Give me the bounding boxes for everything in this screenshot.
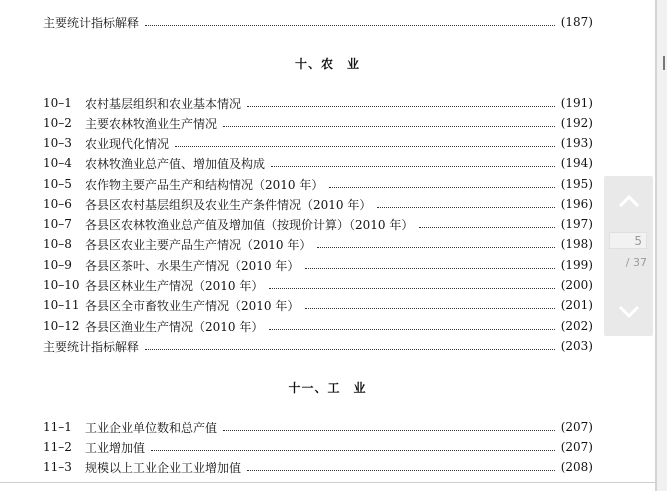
section-title-agriculture: 十、农 业 — [294, 57, 360, 71]
chevron-up-icon — [617, 193, 641, 209]
toc-entry-title: 各县区渔业生产情况（2010 年） — [85, 319, 264, 334]
leader-dots — [305, 267, 554, 269]
toc-entry-page: (195) — [560, 177, 593, 191]
toc-entry-title: 主要统计指标解释 — [43, 339, 140, 354]
leader-dots — [151, 449, 555, 451]
toc-entry-page: (196) — [560, 197, 593, 211]
toc-entry-title: 各县区农村基层组织及农业生产条件情况（2010 年） — [85, 197, 372, 212]
toc-entry-number: 11–2 — [43, 440, 72, 454]
toc-entry[interactable] — [43, 214, 593, 234]
leader-dots — [145, 348, 555, 350]
toc-entry-title: 农业现代化情况 — [85, 136, 170, 151]
toc-entry-number: 10–9 — [43, 258, 72, 272]
toc-entry[interactable] — [43, 174, 593, 194]
toc-entry-number: 10–6 — [43, 197, 72, 211]
previous-page-button[interactable] — [604, 176, 653, 226]
toc-entry[interactable] — [43, 234, 593, 254]
next-page-button[interactable] — [604, 286, 653, 336]
toc-entry-number: 10–2 — [43, 116, 72, 130]
toc-entry[interactable] — [43, 437, 593, 457]
toc-entry-title: 各县区茶叶、水果生产情况（2010 年） — [85, 258, 300, 273]
toc-entry[interactable] — [43, 457, 593, 477]
current-page-input[interactable]: 5 — [609, 232, 647, 249]
leader-dots — [145, 24, 555, 26]
toc-entry[interactable] — [43, 133, 593, 153]
section-title-industry: 十一、工 业 — [288, 381, 367, 395]
toc-entry-page: (208) — [560, 460, 593, 474]
page-indicator — [604, 226, 653, 286]
toc-entry[interactable] — [43, 12, 593, 32]
toc-entry-page: (207) — [560, 420, 593, 434]
toc-entry[interactable] — [43, 275, 593, 295]
scrollbar-thumb[interactable] — [663, 56, 665, 70]
toc-entry[interactable] — [43, 113, 593, 133]
toc-entry-title: 农作物主要产品生产和结构情况（2010 年） — [85, 177, 324, 192]
toc-entry-page: (192) — [560, 116, 593, 130]
toc-entry[interactable] — [43, 194, 593, 214]
toc-entry-title: 主要农林牧渔业生产情况 — [85, 116, 218, 131]
toc-entry[interactable] — [43, 336, 593, 356]
toc-entry-title: 规模以上工业企业工业增加值 — [85, 460, 242, 475]
leader-dots — [175, 145, 555, 147]
toc-entry-number: 10–3 — [43, 136, 72, 150]
page-divider — [0, 482, 655, 483]
toc-entry[interactable] — [43, 295, 593, 315]
toc-entry-title: 农村基层组织和农业基本情况 — [85, 96, 242, 111]
toc-entry-number: 10–7 — [43, 217, 72, 231]
leader-dots — [317, 246, 554, 248]
toc-entry[interactable] — [43, 93, 593, 113]
toc-entry-number: 10–10 — [43, 278, 80, 292]
leader-dots — [247, 469, 555, 471]
toc-entry-number: 10–5 — [43, 177, 72, 191]
toc-entry-title: 工业企业单位数和总产值 — [85, 420, 218, 435]
toc-entry[interactable] — [43, 417, 593, 437]
toc-entry-number: 11–1 — [43, 420, 72, 434]
total-pages-label: / 37 — [625, 256, 647, 269]
leader-dots — [419, 226, 554, 228]
toc-entry-page: (207) — [560, 440, 593, 454]
toc-entry[interactable] — [43, 153, 593, 173]
toc-entry-page: (197) — [560, 217, 593, 231]
toc-entry-title: 主要统计指标解释 — [43, 15, 140, 30]
toc-entry-page: (191) — [560, 96, 593, 110]
chevron-down-icon — [617, 303, 641, 319]
toc-entry-title: 农林牧渔业总产值、增加值及构成 — [85, 156, 266, 171]
leader-dots — [269, 287, 554, 289]
leader-dots — [305, 307, 554, 309]
toc-entry[interactable] — [43, 255, 593, 275]
leader-dots — [329, 186, 554, 188]
toc-entry-number: 10–1 — [43, 96, 72, 110]
toc-entry-page: (199) — [560, 258, 593, 272]
toc-entry-page: (198) — [560, 237, 593, 251]
toc-entry-title: 各县区农林牧渔业总产值及增加值（按现价计算）（2010 年） — [85, 217, 414, 232]
toc-entry-page: (202) — [560, 319, 593, 333]
toc-entry-page: (187) — [560, 15, 593, 29]
scrollbar[interactable] — [657, 0, 667, 491]
toc-entry-number: 10–8 — [43, 237, 72, 251]
leader-dots — [223, 125, 555, 127]
toc-entry-number: 10–4 — [43, 156, 72, 170]
toc-entry[interactable] — [43, 316, 593, 336]
toc-entry-page: (201) — [560, 298, 593, 312]
toc-entry-page: (203) — [560, 339, 593, 353]
leader-dots — [269, 328, 554, 330]
leader-dots — [271, 165, 555, 167]
toc-entry-number: 10–12 — [43, 319, 80, 333]
leader-dots — [377, 206, 554, 208]
toc-entry-page: (193) — [560, 136, 593, 150]
page-navigator — [604, 176, 653, 336]
toc-entry-page: (200) — [560, 278, 593, 292]
leader-dots — [223, 429, 555, 431]
toc-entry-title: 各县区林业生产情况（2010 年） — [85, 278, 264, 293]
toc-entry-title: 各县区农业主要产品生产情况（2010 年） — [85, 237, 312, 252]
toc-entry-title: 工业增加值 — [85, 440, 146, 455]
toc-entry-title: 各县区全市畜牧业生产情况（2010 年） — [85, 298, 300, 313]
toc-entry-number: 10–11 — [43, 298, 80, 312]
toc-entry-number: 11–3 — [43, 460, 72, 474]
leader-dots — [247, 105, 555, 107]
toc-entry-page: (194) — [560, 156, 593, 170]
